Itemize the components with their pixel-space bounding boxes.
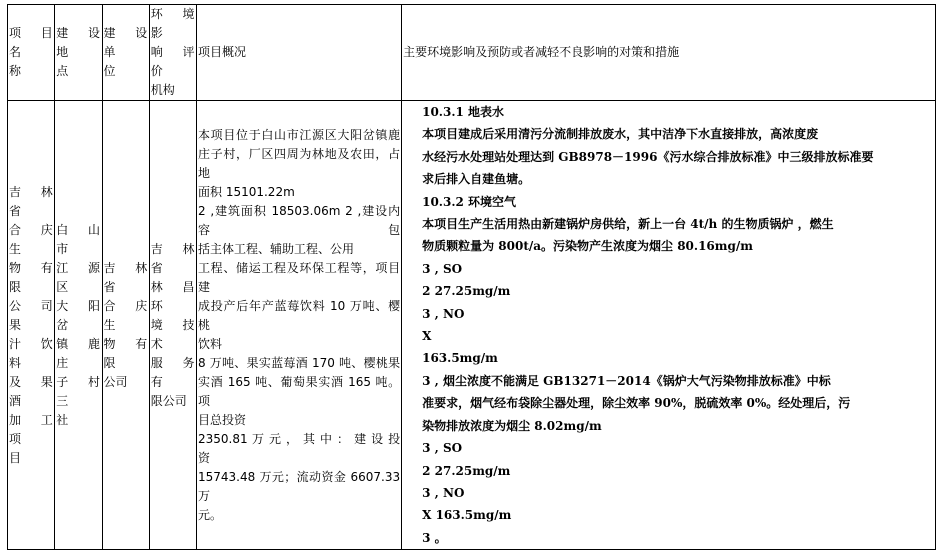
measures-cell: 10.3.1 地表水 本项目建成后采用清污分流制排放废水，其中洁净下水直接排放，高浓度废 水经污水处理站处理达到 GB8978－1996《污水综合排放标准》中三级排放标准要 求后排入自建鱼塘。 10.3.2 环境空气 本项目生产生活用热由新建锅炉房供给，新上一台 4t/h 的生物质锅炉 ，燃生 物质颗粒量为 800t/a。污染物产生浓度为烟尘 80.16mg/m 3 , SO 2 27.25mg/m 3 , NO X 163.5mg/m 3 , 烟尘浓度不能满足 GB13271－2014《锅炉大气污染物排放标准》中标 准要求，烟气经布袋除尘器处理，除尘效率 90%，脱硫效率 0%。经处理后，污 染物排放浓度为烟尘 8.02mg/m 3 , SO 2 27.25mg/m 3 , NO X 163.5mg/m 3 。 — [402, 101, 936, 550]
header-measures: 主要环境影响及预防或者减轻不良影响的对策和措施 — [402, 5, 936, 101]
section-heading-air: 10.3.2 环境空气 — [422, 194, 517, 209]
eval-org-cell: 吉 林 省 林 昌 环 境 技 术 服 务 有 限公司 — [149, 101, 196, 550]
section-heading-surface-water: 10.3.1 地表水 — [422, 105, 505, 119]
header-eval-org: 环 境 影 响 评 价 机构 — [149, 5, 196, 101]
header-overview: 项目概况 — [197, 5, 402, 101]
data-row — [8, 101, 936, 550]
header-row — [8, 5, 936, 101]
header-project-name: 项 目 名 称 — [8, 5, 55, 101]
project-info-table — [7, 4, 936, 550]
unit-cell: 吉 林 省 合 庆 生 物 有 限 公司 — [102, 101, 149, 550]
overview-cell: 本项目位于白山市江源区大阳岔镇鹿 庄子村，厂区四周为林地及农田，占地 面积 15101.22m 2 ,建筑面积 18503.06m 2 ,建设内容包 括主体工程、辅助工程、公用 工程、储运工程及环保工程等，项目建 成投产后年产蓝莓饮料 10 万吨、樱桃 饮料 8 万吨、果实蓝莓酒 170 吨、樱桃果 实酒 165 吨、葡萄果实酒 165 吨。项 目总投资 2350.81 万 元 ， 其 中 ： 建 设 投 资 15743.48 万元；流动资金 6607.33 万 元。 — [197, 101, 402, 550]
header-location: 建 设 地 点 — [55, 5, 102, 101]
header-unit: 建 设 单 位 — [102, 5, 149, 101]
location-cell: 白 山 市 江 源 区 大 阳 岔 镇 鹿 庄 子 村 三 社 — [55, 101, 102, 550]
project-name-cell: 吉 林 省 合 庆 生 物 有 限 公 司 果 汁 饮 料 及 果 酒 加 工 项 目 — [8, 101, 55, 550]
